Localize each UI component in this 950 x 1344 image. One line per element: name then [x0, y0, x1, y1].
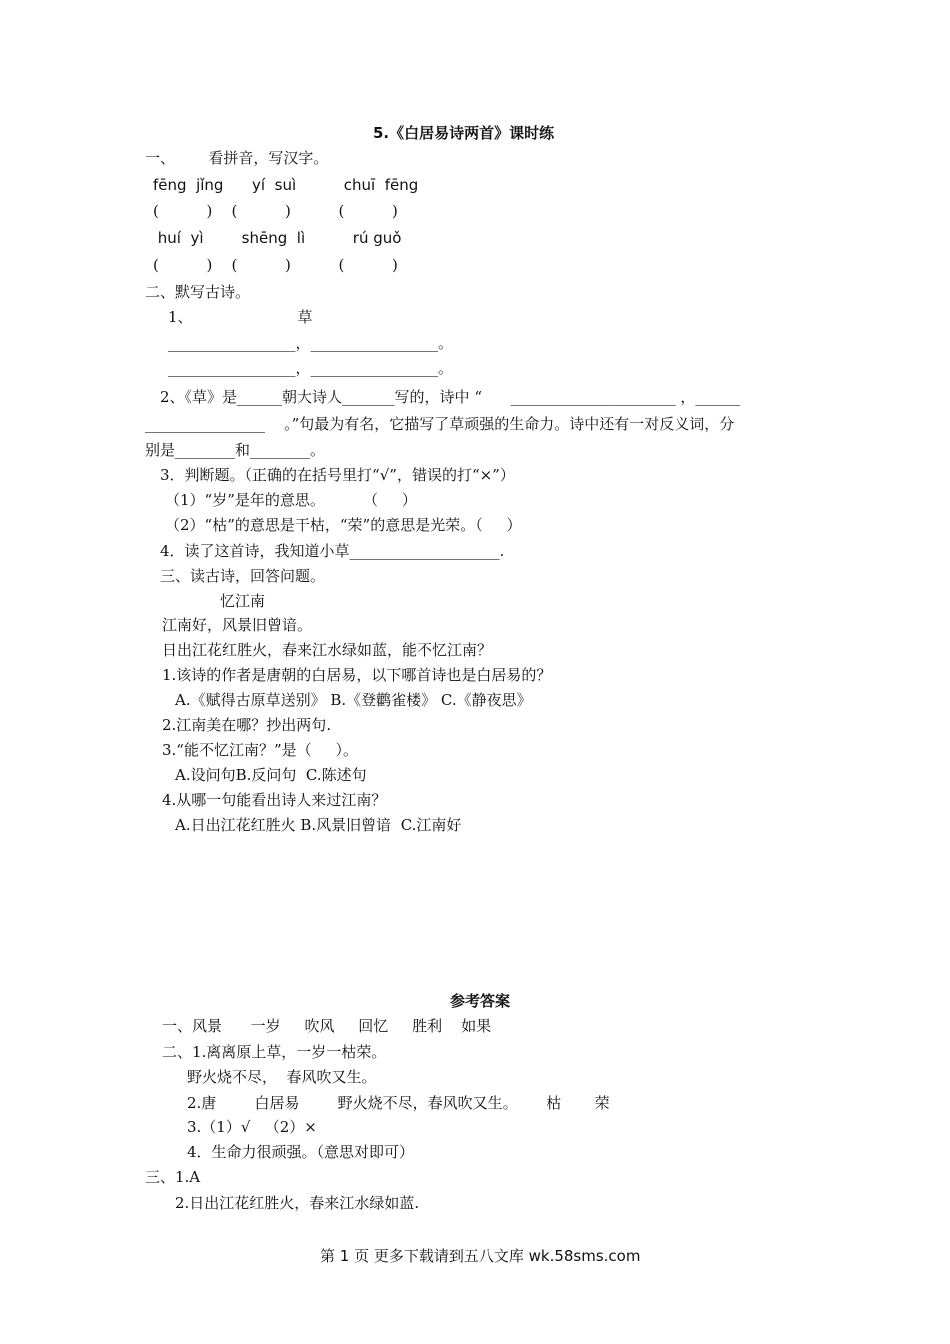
section-3-heading: 三、读古诗，回答问题。 [160, 567, 326, 585]
question-4: 4．读了这首诗，我知道小草____________________. [160, 542, 505, 560]
answer-line: 4．生命力很顽强。（意思对即可） [187, 1143, 415, 1161]
dictation-blank-line: _________________，_________________。 [168, 334, 454, 352]
poem-label: 1、 草 [168, 308, 313, 326]
page-footer: 第 1 页 更多下载请到五八文库 wk.58sms.com [320, 1247, 641, 1265]
true-false-item: （1）“岁”是年的意思。 （ ） [165, 491, 417, 509]
section-3-question-1: 1.该诗的作者是唐朝的白居易，以下哪首诗也是白居易的？ [162, 666, 552, 684]
answer-line: 一、风景 一岁 吹风 回忆 胜利 如果 [162, 1017, 492, 1035]
pinyin-row-2: huí yì shēng lì rú guǒ [153, 229, 402, 247]
answer-line: 野火烧不尽， 春风吹又生。 [187, 1068, 377, 1086]
section-1-heading: 一、 看拼音，写汉字。 [145, 149, 329, 167]
section-3-question-2: 2.江南美在哪？抄出两句. [162, 716, 332, 734]
poem-line: 日出江花红胜火，春来江水绿如蓝，能不忆江南？ [162, 641, 493, 659]
answer-brackets-row-1: ( ) ( ) ( ) [153, 202, 398, 220]
section-3-question-4: 4.从哪一句能看出诗人来过江南？ [162, 791, 387, 809]
question-options: A.日出江花红胜火 B.风景旧曾谙 C.江南好 [175, 816, 462, 834]
answers-heading: 参考答案 [450, 992, 511, 1010]
answer-brackets-row-2: ( ) ( ) ( ) [153, 256, 398, 274]
question-3-heading: 3．判断题。（正确的在括号里打“√”，错误的打“×”） [160, 466, 515, 484]
answer-line: 2.日出江花红胜火，春来江水绿如蓝. [175, 1194, 420, 1212]
question-options: A.设问句B.反问句 C.陈述句 [175, 766, 367, 784]
true-false-item: （2）“枯”的意思是干枯，“荣”的意思是光荣。（ ） [165, 516, 522, 534]
answer-line: 二、1.离离原上草，一岁一枯荣。 [162, 1043, 387, 1061]
poem-title: 忆江南 [220, 592, 266, 610]
poem-line: 江南好，风景旧曾谙。 [162, 616, 313, 634]
answer-line: 2.唐 白居易 野火烧不尽，春风吹又生。 枯 荣 [187, 1094, 610, 1112]
section-3-question-3: 3.“能不忆江南？”是（ ）。 [162, 741, 358, 759]
question-2-line: 2、《草》是______朝大诗人_______写的，诗中 “ ______________________ ，______ [160, 388, 741, 406]
question-2-line: 别是________和________。 [145, 441, 326, 459]
pinyin-row-1: fēng jǐng yí suì chuī fēng [153, 176, 419, 194]
page-title: 5.《白居易诗两首》课时练 [373, 124, 555, 142]
question-2-line: ________________ 。”句最为有名，它描写了草顽强的生命力。诗中还有一对反义词，分 [145, 415, 735, 433]
question-options: A.《赋得古原草送别》 B.《登鹳雀楼》 C.《静夜思》 [175, 691, 532, 709]
answer-line: 3.（1）√ （2）× [187, 1118, 317, 1136]
section-2-heading: 二、默写古诗。 [145, 283, 251, 301]
answer-line: 三、1.A [145, 1168, 201, 1186]
dictation-blank-line: _________________，_________________。 [168, 359, 454, 377]
